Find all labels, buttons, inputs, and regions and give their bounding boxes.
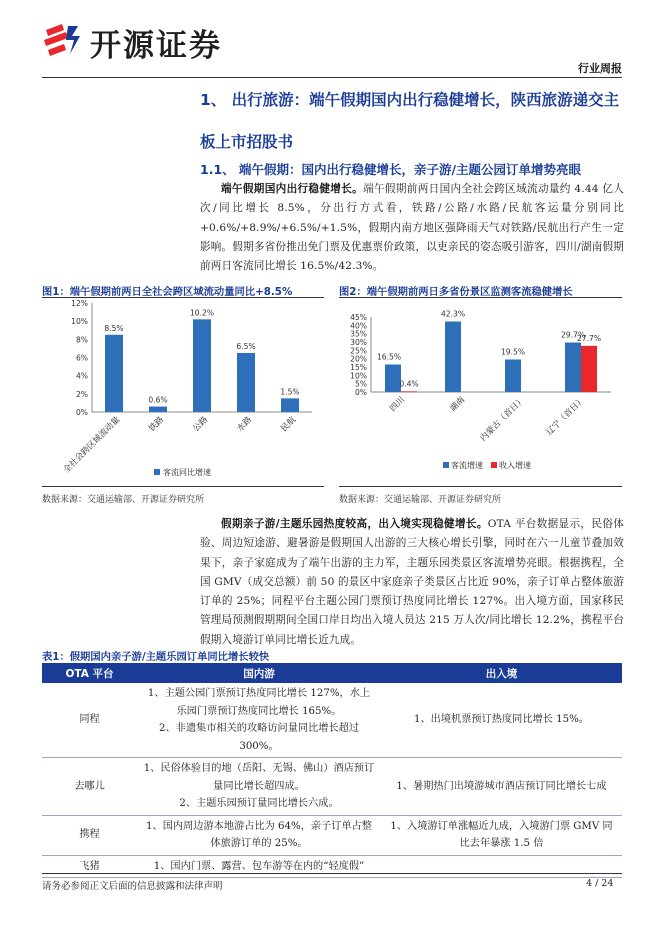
bar-水路 (237, 353, 255, 412)
y-tick-label: 25% (350, 346, 367, 356)
x-category-label: 辽宁（首日） (543, 394, 587, 437)
brand-name: 开源证券 (90, 28, 222, 64)
x-category-label: 铁路 (146, 414, 166, 434)
y-tick-label: 20% (350, 354, 367, 364)
x-category-label: 水路 (234, 414, 254, 434)
table-cell-line: 2、非遗集市相关的攻略访问量同比增长超过 300%。 (158, 723, 360, 752)
bar-收入增速-辽宁（首日） (581, 346, 597, 392)
x-category-label: 公路 (190, 414, 210, 434)
paragraph-1-lead: 端午假期国内出行稳健增长。 (221, 183, 364, 195)
bar-客流增速-湖南 (445, 322, 461, 393)
bar-收入增速-四川 (401, 391, 417, 392)
paragraph-2-text: OTA 平台数据显示，民俗体验、周边短途游、避暑游是假期国人出游的三大核心增长引擎，同时在六一儿童节叠加效果下，亲子家庭成为了端午出游的主力军，主题乐园类景区客流增势亮眼。根据携程，全国 GMV（成交总额）前 50 的景区中家庭亲子类景区占比近 90%，亲子订单占整体旅游订单的 25%；同程平台主题公园门票预订热度同比增长 127%。出入境方面，国家移民管理局预测假期期间全国口岸日均出入境人员达 215 万人次/同比增长 12.2%，携程平台假期入境游订单同比增长近九成。 (200, 518, 624, 646)
page-number: 4 / 24 (586, 878, 614, 889)
table-cell-domestic (137, 855, 381, 878)
data-label: 16.5% (376, 352, 402, 362)
table-cell-line: 1、主题公园门票预订热度同比增长 127%，水上乐园门票预订热度同比增长 165%。 (147, 688, 371, 717)
table-cell-line: 1、民俗体验目的地（岳阳、无锡、佛山）酒店预订量同比增长超四成。 (143, 763, 375, 792)
brand-logo (42, 18, 262, 62)
section-1-title-line2: 板上市招股书 (200, 133, 294, 151)
figure-2-title: 图2：端午假期前两日多省份景区监测客流稳健增长 (339, 286, 573, 298)
data-label: 42.3% (440, 309, 466, 319)
figure-2-bottom-rule (339, 486, 622, 487)
table-header-platform: OTA 平台 (42, 663, 137, 683)
data-label: 1.5% (280, 387, 300, 397)
table-cell-outbound: 1、出境机票预订热度同比增长 15%。 (381, 683, 622, 758)
y-tick-label: 15% (350, 363, 367, 372)
y-tick-label: 45% (350, 313, 367, 322)
bar-公路 (193, 319, 211, 412)
table-row (42, 815, 622, 855)
bar-民航 (281, 398, 299, 412)
bar-客流增速-内蒙古（首日） (505, 360, 521, 393)
x-category-label: 全社会跨区域流动量 (61, 414, 122, 475)
data-label: 10.2% (189, 308, 215, 318)
table-cell-domestic (137, 758, 381, 816)
legend-swatch (443, 462, 449, 468)
x-category-label: 民航 (278, 414, 298, 434)
chart-1 (42, 298, 324, 488)
data-label: 19.5% (500, 347, 526, 357)
header-divider (42, 77, 622, 78)
y-tick-label: 12% (71, 299, 88, 308)
y-tick-label: 0% (354, 388, 367, 397)
x-category-label: 四川 (387, 394, 407, 414)
figure-1-title: 图1：端午假期前两日全社会跨区域流动量同比+8.5% (42, 286, 293, 298)
table-row (42, 683, 622, 758)
x-category-label: 湖南 (447, 394, 467, 414)
legend-label: 客流增速 (451, 461, 483, 470)
section-1-title (200, 82, 625, 160)
footer-disclaimer: 请务必参阅正文后面的信息披露和法律声明 (42, 881, 223, 892)
legend-label: 客流同比增速 (163, 468, 211, 477)
paragraph-1-text: 端午假期前两日国内全社会跨区域流动量约 4.44 亿人次/同比增长 8.5%，分出行方式看，铁路/公路/水路/民航客运量分别同比+0.6%/+8.9%/+6.5%/+1.5%，假期内南方地区强降雨天气对铁路/民航出行产生一定影响。假期多省份推出免门票及优惠票价政策，以吏亲民的姿态吸引游客，四川/湖南假期前两日客流同比增长 16.5%/42.3%。 (200, 183, 624, 273)
table-cell-outbound (381, 855, 622, 878)
paragraph-2 (200, 515, 624, 650)
x-category-label: 内蒙古（首日） (477, 394, 527, 443)
table-header-domestic: 国内游 (137, 663, 381, 683)
data-label: 27.7% (576, 333, 602, 343)
y-tick-label: 30% (350, 338, 367, 347)
legend-swatch (491, 462, 497, 468)
bar-铁路 (149, 407, 167, 412)
ota-table (42, 663, 622, 878)
table-cell-line: 1、国内门票、露营、包车游等在内的“轻度假” (153, 860, 365, 872)
y-tick-label: 4% (75, 371, 88, 381)
table-cell-outbound: 1、暑期热门出境游城市酒店预订同比增长七成 (381, 758, 622, 816)
y-tick-label: 10% (350, 371, 367, 381)
footer-divider (42, 873, 622, 874)
y-tick-label: 8% (75, 335, 88, 345)
table-header-outbound: 出入境 (381, 663, 622, 683)
y-tick-label: 35% (350, 329, 367, 339)
bar-全社会跨区域流动量 (105, 335, 123, 412)
y-tick-label: 5% (354, 379, 367, 389)
logo-icon (42, 18, 84, 60)
figure-1-source: 数据来源：交通运输部、开源证券研究所 (42, 495, 205, 505)
table-header-row (42, 663, 622, 683)
data-label: 0.4% (399, 379, 419, 389)
data-label: 29.7% (560, 330, 586, 340)
table-1-title: 表1：假期国内亲子游/主题乐园订单同比增长较快 (42, 651, 270, 663)
figure-2-source: 数据来源：交通运输部、开源证券研究所 (339, 495, 502, 505)
table-cell-platform: 携程 (42, 815, 137, 855)
table-row (42, 855, 622, 878)
table-cell-line: 1、国内周边游本地游占比为 64%，亲子订单占整体旅游订单的 25%。 (146, 820, 372, 849)
table-row (42, 758, 622, 816)
y-tick-label: 10% (71, 317, 88, 327)
data-label: 0.6% (148, 395, 168, 405)
paragraph-1 (200, 180, 624, 276)
legend-swatch (154, 469, 160, 475)
table-cell-line: 2、主题乐园预订量同比增长六成。 (179, 798, 339, 809)
legend-label: 收入增速 (499, 461, 531, 470)
report-type: 行业周报 (578, 62, 622, 75)
y-tick-label: 0% (75, 408, 88, 417)
table-cell-outbound: 1、入境游订单涨幅近九成，入境游门票 GMV 同比去年暴涨 1.5 倍 (381, 815, 622, 855)
y-tick-label: 2% (75, 389, 88, 399)
figure-1-bottom-rule (42, 486, 324, 487)
paragraph-2-lead: 假期亲子游/主题乐园热度较高，出入境实现稳健增长。 (221, 518, 488, 530)
section-1-1-title: 1.1、 端午假期：国内出行稳健增长，亲子游/主题公园订单增势亮眼 (200, 162, 582, 177)
bar-客流增速-辽宁（首日） (565, 343, 581, 393)
table-cell-platform: 同程 (42, 683, 137, 758)
table-cell-platform: 飞猪 (42, 855, 137, 878)
section-1-title-line1: 1、 出行旅游：端午假期国内出行稳健增长，陕西旅游递交主 (200, 91, 620, 109)
table-cell-domestic (137, 815, 381, 855)
table-cell-platform: 去哪儿 (42, 758, 137, 816)
y-tick-label: 6% (75, 353, 88, 363)
data-label: 8.5% (104, 323, 124, 333)
chart-2 (339, 298, 622, 488)
y-tick-label: 40% (350, 321, 367, 331)
data-label: 6.5% (236, 341, 256, 351)
table-cell-domestic (137, 683, 381, 758)
